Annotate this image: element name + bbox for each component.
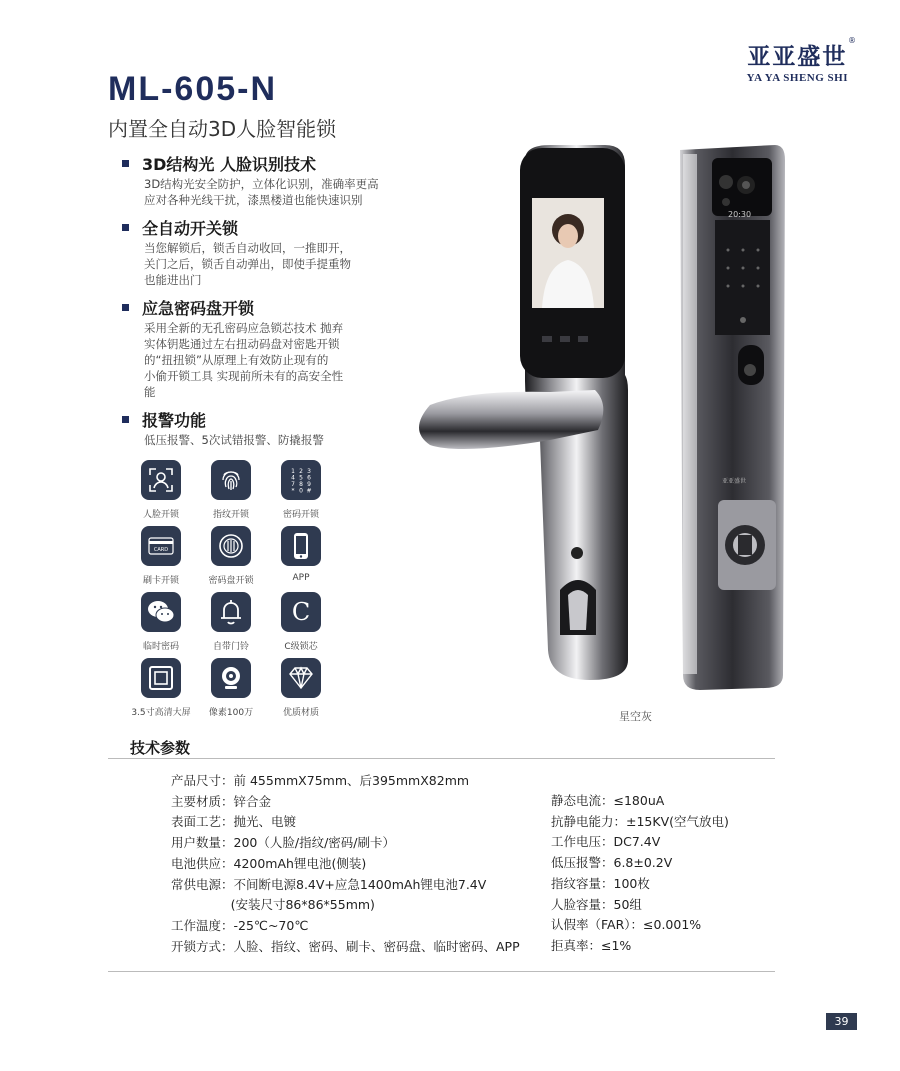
specs-left-column (171, 771, 551, 957)
function-label: APP (292, 573, 310, 583)
feature-line: 低压报警、5次试错报警、防撬报警 (144, 433, 324, 447)
function-label: 密码开锁 (282, 510, 319, 520)
feature-line: 小偷开锁工具 实现前所未有的高安全性 (144, 369, 344, 383)
spec-line: 静态电流：≤180uA (551, 793, 665, 808)
spec-line: 低压报警：6.8±0.2V (551, 855, 673, 871)
spec-line: 拒真率：≤1% (551, 937, 632, 953)
feature-title: 3D结构光 人脸识别技术 (142, 154, 316, 174)
spec-line: 电池供应：4200mAh锂电池(侧装) (171, 855, 367, 871)
function-label: 自带门铃 (212, 642, 249, 652)
divider (108, 758, 775, 759)
spec-line: 产品尺寸：前 455mmX75mm、后395mmX82mm (171, 773, 470, 788)
function-label: 指纹开锁 (212, 510, 249, 520)
keypad-key: 5 (299, 474, 303, 482)
feature-auto-lock (122, 214, 412, 288)
function-label: 人脸开锁 (142, 510, 179, 520)
function-doorbell (196, 592, 266, 651)
function-camera (196, 658, 266, 717)
feature-title: 全自动开关锁 (142, 218, 239, 238)
function-app (266, 526, 336, 585)
function-label: 像素100万 (208, 708, 254, 718)
feature-line: 的“扭扭锁”从原理上有效防止现有的 (144, 353, 329, 367)
brand-name-cn: 亚亚盛世 (747, 43, 848, 70)
keypad-key: # (306, 487, 312, 494)
spec-line: 用户数量：200（人脸/指纹/密码/刷卡） (171, 835, 395, 851)
brand-name-en: YA YA SHENG SHI (746, 72, 848, 84)
keypad-key: 9 (307, 481, 311, 488)
feature-line: 当您解锁后，锁舌自动收回，一推即开， (144, 241, 351, 255)
product-image (400, 140, 820, 700)
feature-list (122, 150, 412, 454)
rear-screen-time: 20:30 (728, 210, 752, 219)
function-temp-password (126, 592, 196, 651)
keypad-key: 2 (299, 468, 303, 475)
bell-icon (211, 592, 251, 632)
spec-line: (安装尺寸86*86*55mm) (171, 897, 375, 913)
function-dial (196, 526, 266, 585)
fingerprint-icon (211, 460, 251, 500)
c-grade-letter: C (291, 598, 311, 626)
function-face (126, 460, 196, 519)
feature-3d-face (122, 150, 412, 208)
c-grade-icon (281, 592, 321, 632)
function-label: 临时密码 (142, 642, 179, 652)
camera-icon (211, 658, 251, 698)
feature-line: 采用全新的无孔密码应急锁芯技术 抛弃 (144, 321, 344, 335)
function-material (266, 658, 336, 717)
feature-line: 实体钥匙通过左右扭动码盘对密匙开锁 (144, 337, 340, 351)
feature-line: 关门之后，锁舌自动弹出，即使手提重物 (144, 257, 351, 271)
function-fingerprint (196, 460, 266, 519)
keypad-key: 1 (291, 468, 295, 475)
spec-line: 人脸容量：50组 (551, 896, 642, 912)
feature-line: 也能进出门 (144, 273, 202, 287)
spec-line: 开锁方式：人脸、指纹、密码、刷卡、密码盘、临时密码、APP (171, 938, 520, 954)
feature-title: 报警功能 (142, 410, 207, 430)
model-title: ML-605-N (108, 70, 278, 108)
face-unlock-icon (141, 460, 181, 500)
specs-right-column (551, 791, 771, 957)
keypad-icon (281, 460, 321, 500)
color-caption: 星空灰 (619, 710, 652, 723)
dial-icon (211, 526, 251, 566)
brand-logo (746, 36, 856, 84)
function-label: 刷卡开锁 (142, 576, 179, 586)
wechat-icon (141, 592, 181, 632)
feature-line: 能 (144, 385, 156, 399)
feature-title: 应急密码盘开锁 (142, 298, 255, 318)
function-label: 3.5寸高清大屏 (131, 708, 191, 718)
function-label: C级锁芯 (284, 642, 318, 652)
card-icon (141, 526, 181, 566)
spec-line: 表面工艺：抛光、电镀 (171, 814, 297, 830)
diamond-icon (281, 658, 321, 698)
specs-title: 技术参数 (130, 739, 191, 757)
spec-line: 工作温度：-25℃~70℃ (171, 917, 309, 933)
function-icon-grid (126, 460, 336, 724)
product-subtitle: 内置全自动3D人脸智能锁 (108, 117, 337, 141)
feature-line: 3D结构光安全防护，立体化识别，准确率更高 (144, 177, 379, 191)
rear-lock-panel (680, 145, 785, 690)
bullet-icon (122, 160, 129, 167)
page-number: 39 (826, 1013, 857, 1030)
function-card (126, 526, 196, 585)
screen-icon (141, 658, 181, 698)
spec-line: 常供电源：不间断电源8.4V+应急1400mAh锂电池7.4V (171, 876, 487, 892)
spec-line: 认假率（FAR）：≤0.001% (551, 917, 702, 933)
card-icon-text: CARD (153, 547, 169, 553)
keypad-key: 8 (299, 481, 303, 488)
keypad-key: * (291, 487, 295, 494)
feature-line: 应对各种光线干扰，漆黑楼道也能快速识别 (144, 193, 363, 207)
spec-line: 主要材质：锌合金 (171, 793, 272, 809)
function-screen (126, 658, 196, 717)
function-label: 密码盘开锁 (208, 576, 254, 586)
keypad-key: 6 (307, 474, 311, 482)
keypad-key: 4 (291, 474, 295, 482)
bullet-icon (122, 304, 129, 311)
function-keypad (266, 460, 336, 519)
rear-plate-brand: 亚亚盛世 (722, 478, 747, 485)
spec-line: 工作电压：DC7.4V (551, 834, 661, 850)
keypad-key: 3 (307, 468, 311, 475)
function-label: 优质材质 (282, 708, 319, 718)
registered-mark: ® (848, 36, 856, 45)
feature-emergency-dial (122, 294, 412, 400)
feature-alarm (122, 406, 412, 448)
spec-line: 抗静电能力：±15KV(空气放电) (551, 813, 729, 829)
bullet-icon (122, 224, 129, 231)
function-c-grade (266, 592, 336, 651)
divider (108, 971, 775, 972)
bullet-icon (122, 416, 129, 423)
keypad-key: 7 (291, 481, 295, 488)
phone-icon (281, 526, 321, 566)
keypad-key: 0 (299, 487, 303, 494)
spec-line: 指纹容量：100枚 (551, 875, 650, 891)
